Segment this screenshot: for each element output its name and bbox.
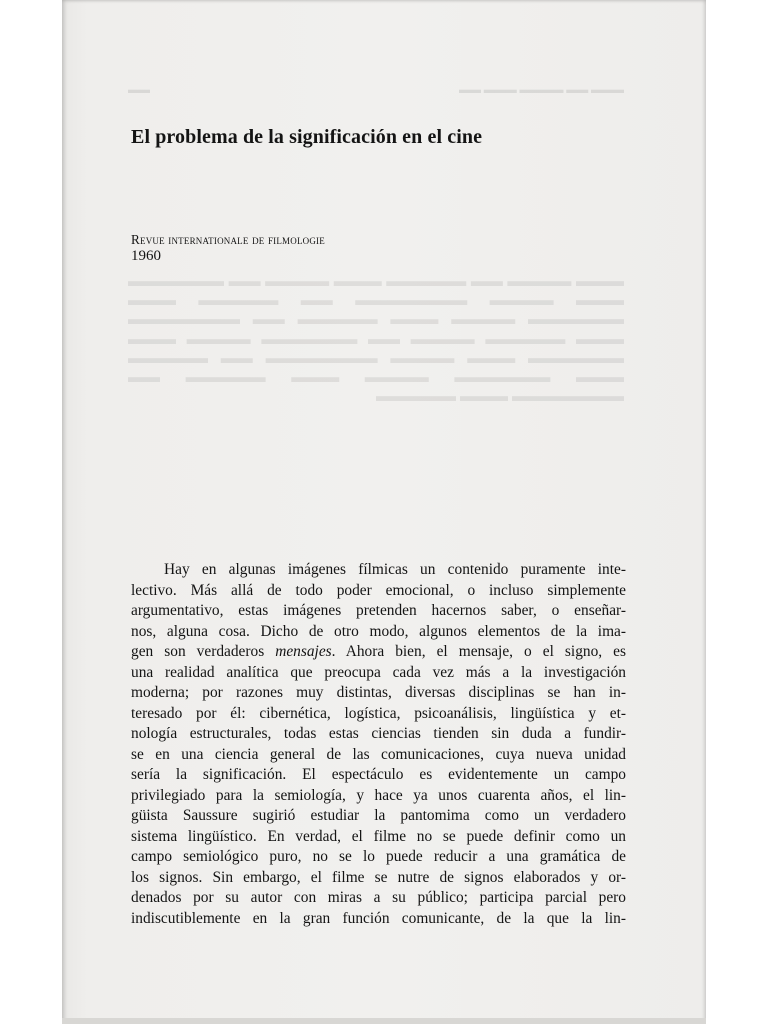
text-line: Hay en algunas imágenes fílmicas un contenido puramente inte-: [164, 561, 626, 578]
page-bottom-edge: [62, 1018, 706, 1024]
text-line: los signos. Sin embargo, el filme se nutre de signos elaborados y or-: [131, 868, 626, 886]
text-line: lectivo. Más allá de todo poder emocional, o incluso simplemente: [131, 581, 626, 599]
text-line: denados por su autor con miras a su público; participa parcial pero: [131, 889, 626, 906]
text-line: campo semiológico puro, no se lo puede reducir a una gramática de: [131, 848, 626, 865]
text-line: nología estructurales, todas estas ciencias tienden sin duda a fundir-: [131, 725, 626, 742]
chapter-title: El problema de la significación en el cine: [131, 126, 483, 148]
publication-year: 1960: [131, 248, 161, 264]
text-fragment: gen son verdaderos: [131, 643, 276, 660]
emphasized-word: mensajes: [275, 643, 332, 660]
text-line: moderna; por razones muy distintas, diversas disciplinas se han in-: [131, 684, 626, 701]
text-line: sistema lingüístico. En verdad, el filme no se puede definir como un: [131, 827, 626, 845]
text-line: se en una ciencia general de las comunicaciones, cuya nueva unidad: [131, 745, 626, 763]
show-through-running-head: ▬▬▬ ▬▬ ▬▬▬▬ ▬▬▬ ▬▬ ▬▬: [128, 84, 624, 96]
text-line: [131, 642, 626, 663]
scan-margin-right: [706, 0, 768, 1024]
text-line: argumentativo, estas imágenes pretenden hacernos saber, o enseñar-: [131, 602, 626, 619]
show-through-text: ▬▬▬ ▬▬▬▬ ▬▬ ▬▬▬▬▬ ▬▬▬ ▬▬▬▬ ▬▬ ▬▬▬▬▬▬ ▬▬▬ ▬▬▬▬ ▬▬▬▬▬▬▬ ▬▬ ▬▬▬▬▬ ▬▬▬ ▬▬▬▬▬▬ ▬▬▬▬ ▬▬▬ ▬▬▬▬▬ ▬▬ ▬▬▬▬▬▬▬ ▬▬▬ ▬▬▬▬▬ ▬▬▬▬ ▬▬ ▬▬▬▬▬▬ ▬▬▬▬ ▬▬▬ ▬▬▬▬▬▬ ▬▬▬ ▬▬▬▬ ▬▬▬▬▬▬▬ ▬▬ ▬▬▬▬▬ ▬▬▬ ▬▬▬▬▬▬ ▬▬▬▬ ▬▬▬ ▬▬▬▬▬ ▬▬ ▬▬▬▬▬▬▬ ▬▬▬ ▬▬▬▬▬: [128, 273, 624, 406]
text-fragment: . Ahora bien, el mensaje, o el signo, es: [331, 643, 626, 660]
text-line: nos, alguna cosa. Dicho de otro modo, algunos elementos de la ima-: [131, 622, 626, 640]
text-line: privilegiado para la semiología, y hace ya unos cuarenta años, el lin-: [131, 786, 626, 804]
text-line: indiscutiblemente en la gran función comunicante, de la que la lin-: [131, 909, 626, 927]
scan-margin-left: [0, 0, 62, 1024]
text-line: sería la significación. El espectáculo es evidentemente un campo: [131, 766, 626, 783]
text-line: una realidad analítica que preocupa cada vez más a la investigación: [131, 663, 626, 681]
body-text: [131, 560, 626, 929]
source-publication: Revue internationale de filmologie: [131, 232, 325, 247]
text-line: teresado por él: cibernética, logística, psicoanálisis, lingüística y et-: [131, 704, 626, 722]
text-line: güista Saussure sugirió estudiar la pantomima como un verdadero: [131, 807, 626, 824]
